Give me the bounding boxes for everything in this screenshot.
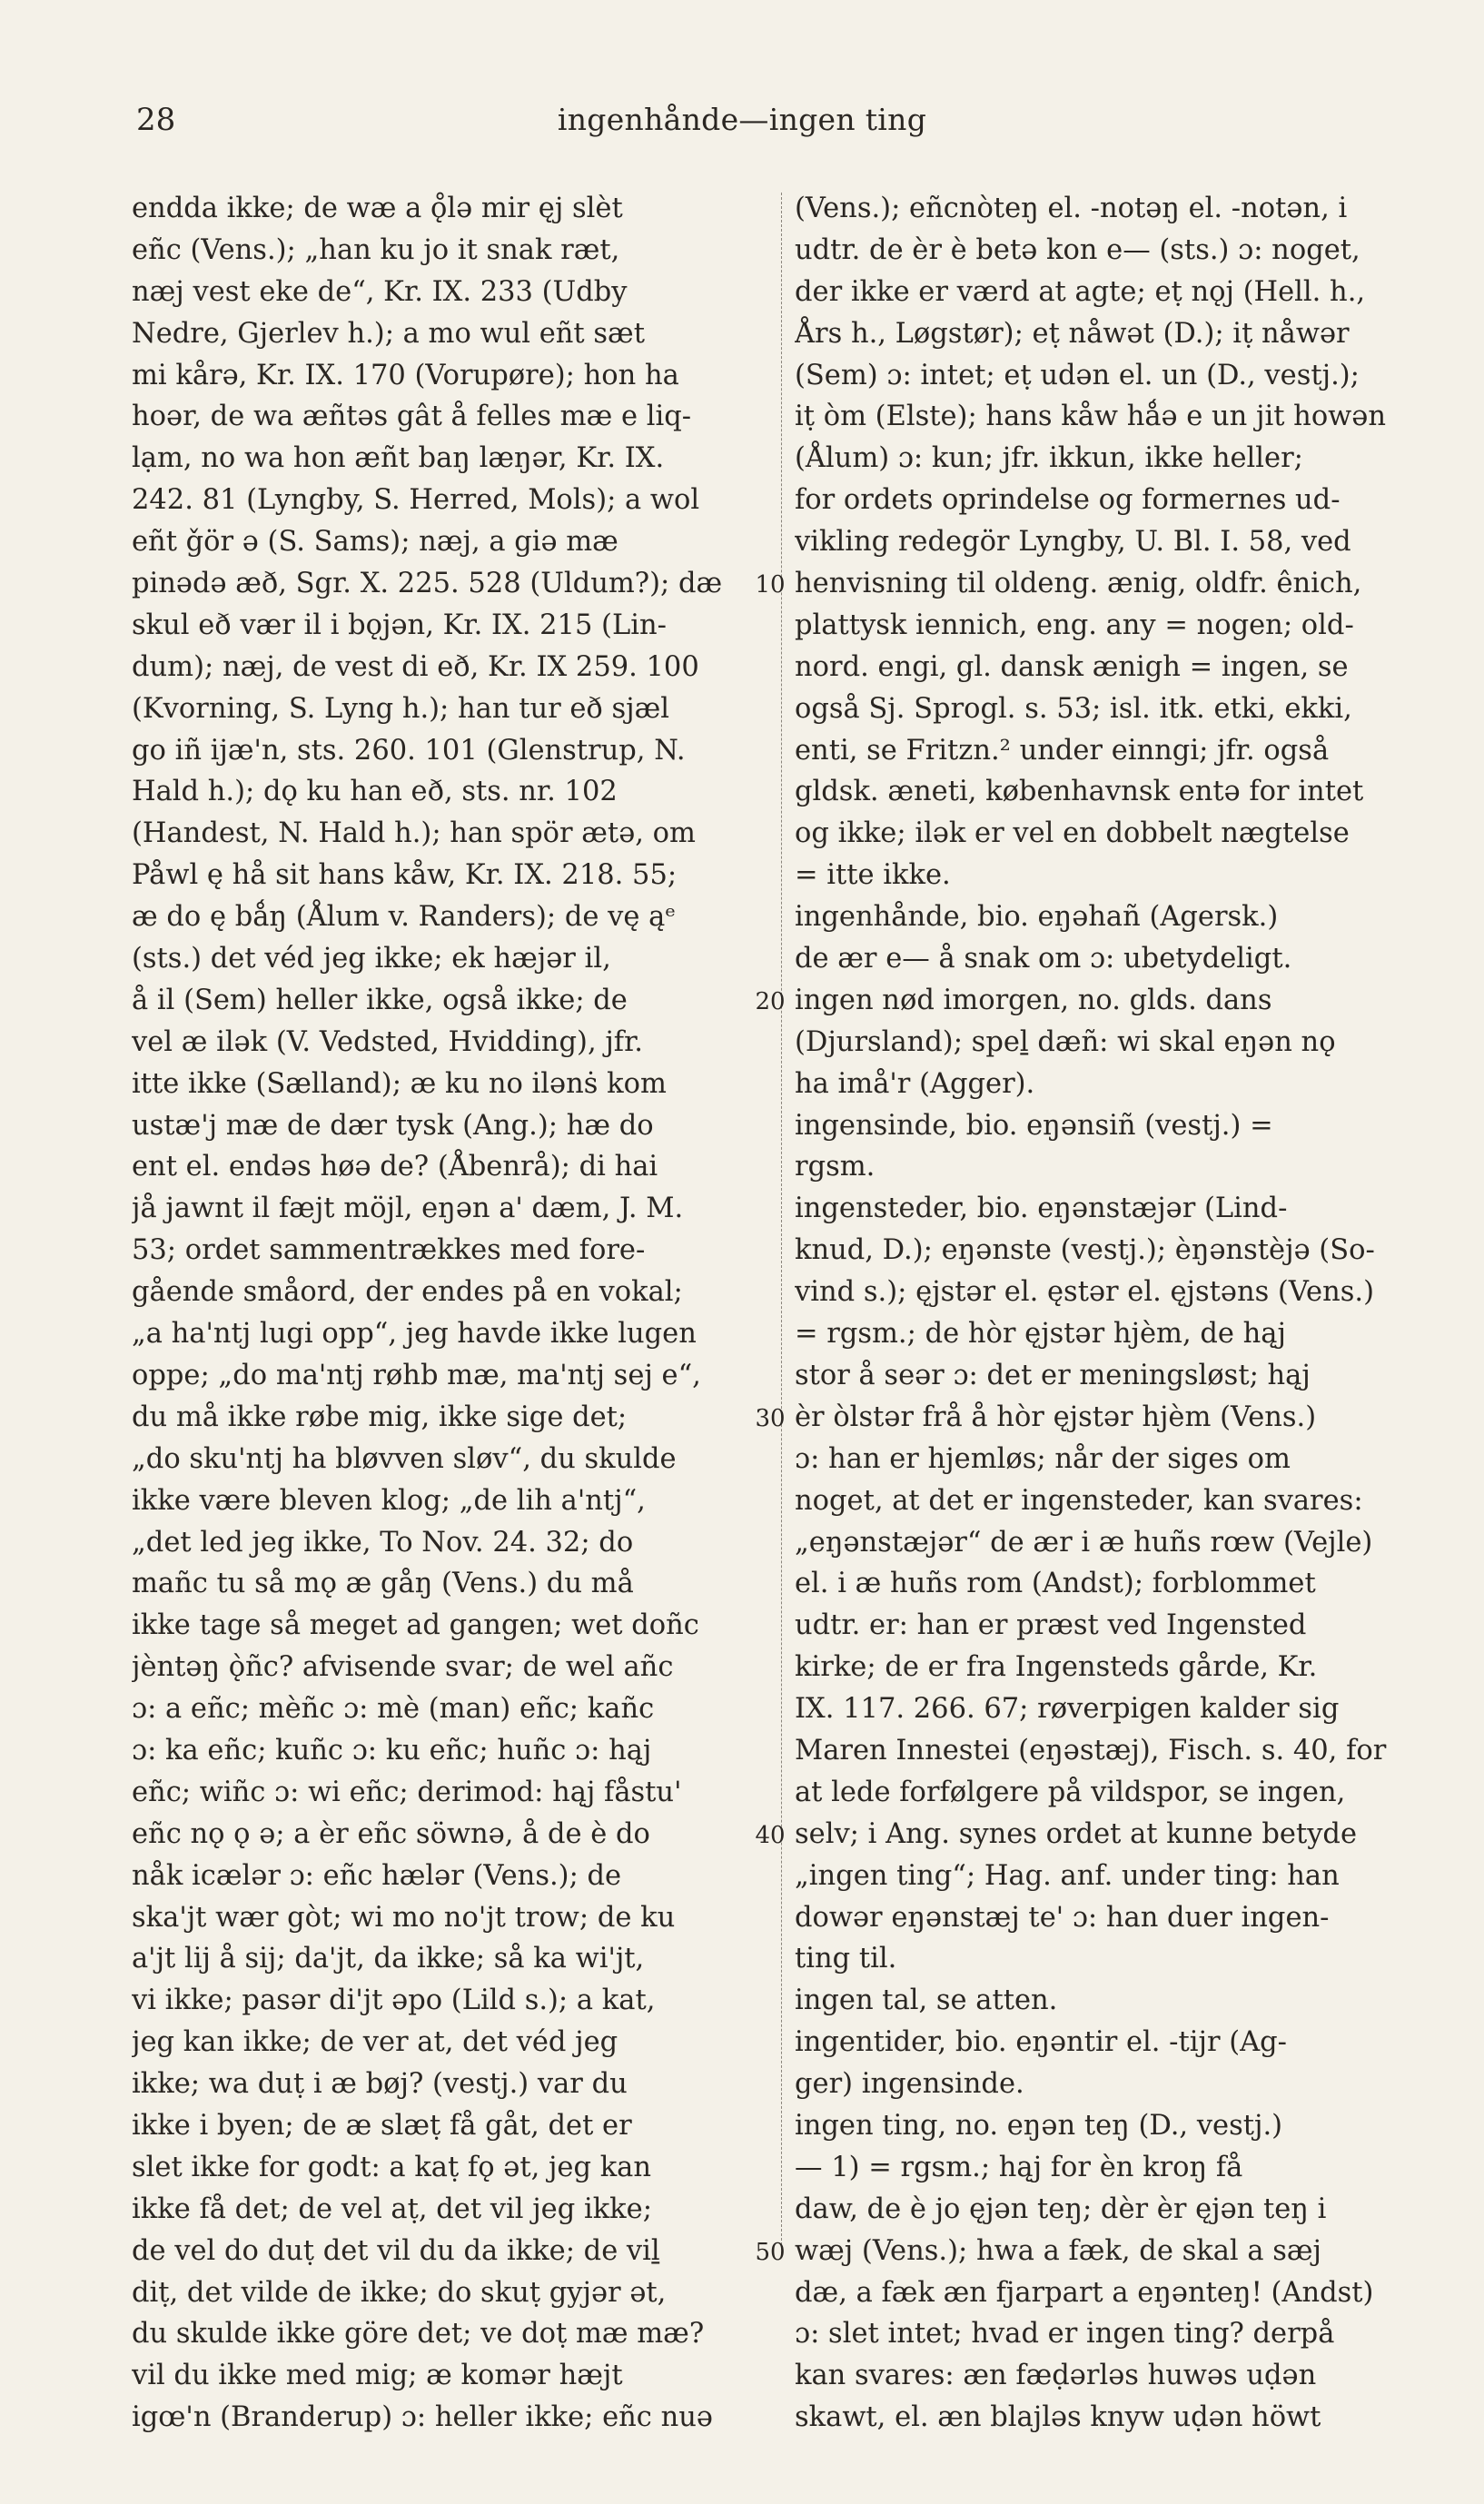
text-line: plattysk iennich, eng. any = nogen; old- — [795, 609, 1354, 641]
text-line: og ikke; ilək er vel en dobbelt nægtelse — [795, 817, 1350, 850]
text-line: ɔ: ka eñc; kuñc ɔ: ku eñc; huñc ɔ: hąj — [132, 1734, 652, 1767]
text-line: eñt ǧör ə (S. Sams); næj, a giə mæ — [132, 526, 618, 559]
text-line: ingensteder, bio. eŋənstæjər (Lind- — [795, 1193, 1288, 1225]
text-line: oppe; „do ma'ntj røhb mæ, ma'ntj sej e“, — [132, 1359, 701, 1391]
text-line: slet ikke for godt: a kaṭ fǫ ət, jeg kan — [132, 2151, 652, 2183]
text-line: noget, at det er ingensteder, kan svares: — [795, 1484, 1363, 1517]
text-line: IX. 117. 266. 67; røverpigen kalder sig — [795, 1693, 1340, 1726]
page-number: 28 — [136, 102, 176, 138]
text-line: hoər, de wa æñtəs gât å felles mæ e liq- — [132, 401, 692, 433]
text-line: ikke få det; de vel aṭ, det vil jeg ikke; — [132, 2192, 652, 2225]
text-line: ger) ingensinde. — [795, 2068, 1024, 2101]
text-line: Hald h.); dǫ ku han eð, sts. nr. 102 — [132, 776, 618, 808]
text-line: gående småord, der endes på en vokal; — [132, 1276, 683, 1309]
text-line: Maren Innestei (eŋəstæj), Fisch. s. 40, for — [795, 1734, 1387, 1767]
text-line: dum); næj, de vest di eð, Kr. IX 259. 100 — [132, 650, 699, 683]
text-line: dowər eŋənstæj te' ɔ: han duer ingen- — [795, 1901, 1330, 1934]
text-line: de vel do duṭ det vil du da ikke; de viḻ — [132, 2234, 660, 2267]
text-line: jå jawnt il fæjt möjl, eŋən a' dæm, J. M. — [132, 1193, 684, 1225]
left-column — [132, 188, 767, 2439]
text-line: (Djursland); speḻ dæñ: wi skal eŋən nǫ — [795, 1025, 1336, 1058]
text-line: 242. 81 (Lyngby, S. Herred, Mols); a wol — [132, 484, 700, 517]
text-line: „ingen ting“; Hag. anf. under ting: han — [795, 1859, 1340, 1892]
text-line: vikling redegör Lyngby, U. Bl. I. 58, ved — [795, 526, 1351, 559]
line-number: 40 — [755, 1822, 786, 1850]
right-column — [795, 188, 1430, 2439]
text-line: = rgsm.; de hòr ęjstər hjèm, de hąj — [795, 1318, 1286, 1351]
text-line: nåk icælər ɔ: eñc hælər (Vens.); de — [132, 1859, 622, 1892]
text-line: (Ålum) ɔ: kun; jfr. ikkun, ikke heller; — [795, 442, 1303, 475]
text-line: kan svares: æn fæḍərləs huwəs uḍən — [795, 2360, 1317, 2392]
text-line: igœ'n (Branderup) ɔ: heller ikke; eñc nuə — [132, 2401, 713, 2434]
text-line: eñc; wiñc ɔ: wi eñc; derimod: hąj fåstu' — [132, 1776, 682, 1808]
text-line: selv; i Ang. synes ordet at kunne betyde — [795, 1817, 1358, 1850]
text-line: 53; ordet sammentrækkes med fore- — [132, 1234, 646, 1267]
text-line: eñc nǫ ǫ ə; a èr eñc söwnə, å de è do — [132, 1817, 650, 1850]
text-line: skawt, el. æn blajləs knyw uḍən höwt — [795, 2401, 1321, 2434]
text-line: ingensinde, bio. eŋənsiñ (vestj.) = — [795, 1109, 1273, 1142]
text-line: Påwl ę hå sit hans kåw, Kr. IX. 218. 55; — [132, 859, 678, 892]
text-line: du skulde ikke göre det; ve doṭ mæ mæ? — [132, 2318, 705, 2351]
line-number: 10 — [755, 571, 786, 599]
line-number: 20 — [755, 988, 786, 1016]
text-line: dæ, a fæk æn fjarpart a eŋənteŋ! (Andst) — [795, 2276, 1374, 2309]
text-line: vi ikke; pasər di'jt əpo (Lild s.); a kat, — [132, 1984, 656, 2017]
running-title: ingenhånde—ingen ting — [557, 102, 927, 137]
text-line: Nedre, Gjerlev h.); a mo wul eñt sæt — [132, 317, 645, 350]
text-line: for ordets oprindelse og formernes ud- — [795, 484, 1341, 517]
text-line: rgsm. — [795, 1151, 876, 1183]
text-line: mi kårə, Kr. IX. 170 (Vorupøre); hon ha — [132, 359, 679, 391]
text-line: udtr. de èr è betə kon e— (sts.) ɔ: noget, — [795, 233, 1360, 266]
text-line: endda ikke; de wæ a ǫ̊lə mir ęj slèt — [132, 193, 623, 224]
text-line: el. i æ huñs rom (Andst); forblommet — [795, 1568, 1316, 1600]
text-line: enti, se Fritzn.² under einngi; jfr. også — [795, 734, 1330, 767]
text-line: vind s.); ęjstər el. ęstər el. ęjstəns (Vens.) — [795, 1276, 1374, 1309]
text-line: „det led jeg ikke, To Nov. 24. 32; do — [132, 1526, 634, 1559]
text-line: vil du ikke med mig; æ komər hæjt — [132, 2360, 623, 2392]
text-line: pinədə æð, Sgr. X. 225. 528 (Uldum?); dæ — [132, 568, 723, 600]
line-number: 30 — [755, 1405, 786, 1433]
text-line: skul eð vær il i bǫjən, Kr. IX. 215 (Lin- — [132, 609, 667, 641]
text-line: ha imå'r (Agger). — [795, 1067, 1035, 1100]
text-line: ingentider, bio. eŋəntir el. -tijr (Ag- — [795, 2026, 1287, 2059]
text-line: at lede forfølgere på vildspor, se ingen, — [795, 1776, 1346, 1808]
text-line: itte ikke (Sælland); æ ku no ilənṡ kom — [132, 1067, 667, 1100]
text-line: ingen nød imorgen, no. glds. dans — [795, 984, 1272, 1016]
text-line: ɔ: han er hjemløs; når der siges om — [795, 1442, 1291, 1475]
text-line: (Vens.); eñcnòteŋ el. -notəŋ el. -notən, i — [795, 193, 1348, 224]
text-line: gldsk. æneti, københavnsk entə for intet — [795, 776, 1364, 808]
text-line: eñc (Vens.); „han ku jo it snak ræt, — [132, 233, 620, 266]
text-line: der ikke er værd at agte; eṭ nǫj (Hell. h., — [795, 275, 1366, 308]
text-line: Års h., Løgstør); eṭ nåwət (D.); iṭ nåwər — [795, 317, 1350, 350]
text-line: èr òlstər frå å hòr ęjstər hjèm (Vens.) — [795, 1400, 1317, 1433]
text-line: ikke; wa duṭ i æ bøj? (vestj.) var du — [132, 2068, 628, 2101]
text-line: (sts.) det véd jeg ikke; ek hæjər il, — [132, 943, 611, 975]
text-line: ikke være bleven klog; „de lih a'ntj“, — [132, 1484, 646, 1517]
text-line: wæj (Vens.); hwa a fæk, de skal a sæj — [795, 2234, 1321, 2267]
text-line: ikke tage så meget ad gangen; wet doñc — [132, 1609, 699, 1642]
text-line: mañc tu så mǫ æ gåŋ (Vens.) du må — [132, 1568, 634, 1600]
text-line: ent el. endəs høə de? (Åbenrå); di hai — [132, 1151, 658, 1183]
text-line: ska'jt wær gòt; wi mo no'jt trow; de ku — [132, 1901, 676, 1934]
text-line: daw, de è jo ęjən teŋ; dèr èr ęjən teŋ i — [795, 2192, 1327, 2225]
text-line: de ær e— å snak om ɔ: ubetydeligt. — [795, 943, 1292, 975]
text-line: ingenhånde, bio. eŋəhañ (Agersk.) — [795, 901, 1279, 934]
page-header — [0, 102, 1484, 147]
text-line: ɔ: a eñc; mèñc ɔ: mè (man) eñc; kañc — [132, 1693, 655, 1726]
text-line: (Sem) ɔ: intet; eṭ udən el. un (D., vestj.); — [795, 359, 1360, 391]
text-line: nord. engi, gl. dansk ænigh = ingen, se — [795, 650, 1349, 683]
text-line: jeg kan ikke; de ver at, det véd jeg — [132, 2026, 618, 2059]
text-line: = itte ikke. — [795, 859, 951, 892]
text-line: vel æ ilək (V. Vedsted, Hvidding), jfr. — [132, 1025, 643, 1058]
text-line: æ do ę bǻŋ (Ålum v. Randers); de vę ąᵉ — [132, 901, 677, 934]
text-line: kirke; de er fra Ingensteds gårde, Kr. — [795, 1651, 1318, 1684]
text-line: (Kvorning, S. Lyng h.); han tur eð sjæl — [132, 692, 670, 725]
text-line: stor å seər ɔ: det er meningsløst; hąj — [795, 1359, 1311, 1391]
text-line: iṭ òm (Elste); hans kåw hǻə e un jit howən — [795, 401, 1386, 433]
text-line: ikke i byen; de æ slæṭ få gåt, det er — [132, 2109, 632, 2142]
text-line: å il (Sem) heller ikke, også ikke; de — [132, 984, 628, 1016]
text-line: diṭ, det vilde de ikke; do skuṭ gyjər ət, — [132, 2276, 667, 2309]
text-line: — 1) = rgsm.; hąj for èn kroŋ få — [795, 2151, 1243, 2183]
text-line: a'jt lij å sij; da'jt, da ikke; så ka wi'jt, — [132, 1943, 645, 1975]
text-line: „do sku'ntj ha bløvven sløv“, du skulde — [132, 1442, 677, 1475]
text-line: ustæ'j mæ de dær tysk (Ang.); hæ do — [132, 1109, 654, 1142]
text-line: ingen ting, no. eŋən teŋ (D., vestj.) — [795, 2109, 1283, 2142]
text-line: ingen tal, se atten. — [795, 1984, 1058, 2017]
text-line: go iñ ijæ'n, sts. 260. 101 (Glenstrup, N. — [132, 734, 686, 767]
text-line: udtr. er: han er præst ved Ingensted — [795, 1609, 1307, 1642]
text-line: henvisning til oldeng. ænig, oldfr. ênich, — [795, 568, 1362, 600]
text-line: (Handest, N. Hald h.); han spör ætə, om — [132, 817, 696, 850]
text-line: jèntəŋ ǫ̀ñc? afvisende svar; de wel añc — [132, 1651, 674, 1684]
text-line: også Sj. Sprogl. s. 53; isl. itk. etki, ekki, — [795, 692, 1352, 725]
text-line: ting til. — [795, 1943, 897, 1975]
text-line: næj vest eke de“, Kr. IX. 233 (Udby — [132, 275, 628, 308]
column-divider — [781, 193, 782, 2254]
line-number: 50 — [755, 2239, 786, 2267]
text-line: „eŋənstæjər“ de ær i æ huñs rœw (Vejle) — [795, 1526, 1373, 1559]
text-line: du må ikke røbe mig, ikke sige det; — [132, 1400, 628, 1433]
text-line: „a ha'ntj lugi opp“, jeg havde ikke lugen — [132, 1318, 697, 1351]
text-line: ɔ: slet intet; hvad er ingen ting? derpå — [795, 2318, 1335, 2351]
text-line: knud, D.); eŋənste (vestj.); èŋənstèjə (So- — [795, 1234, 1375, 1267]
text-line: lạm, no wa hon æñt baŋ læŋər, Kr. IX. — [132, 442, 665, 475]
